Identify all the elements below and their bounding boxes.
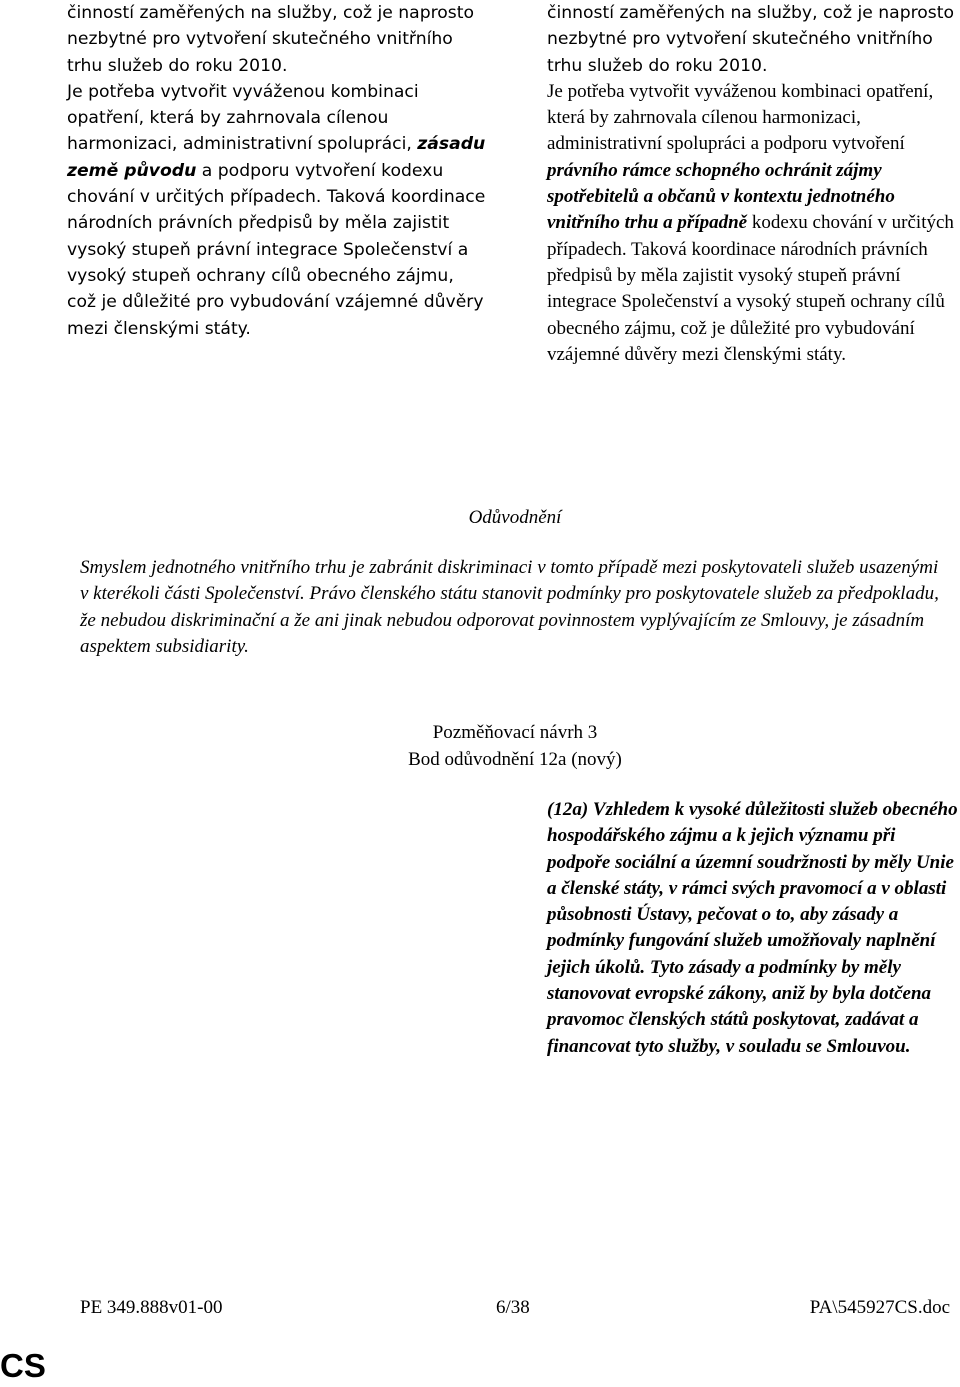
right-text-part-2: kodexu chování v určitých případech. Taková koordinace národních právních předpisů by měla zajistit vysoký stupeň právní integrace Společenství a vysoký stupeň ochrany cílů obecného zájmu, což je důležité pro vybudování vzájemné důvěry mezi členskými státy.	[547, 212, 954, 365]
footer-doc-ref: PE 349.888v01-00	[80, 1297, 223, 1318]
right-column-text	[547, 0, 960, 368]
right-text-part-1: Je potřeba vytvořit vyváženou kombinaci opatření, která by zahrnovala cílenou harmonizaci, administrativní spolupráci a podporu vytvoření	[547, 80, 934, 155]
footer-page-number: 6/38	[496, 1297, 530, 1318]
right-paragraph-main	[547, 79, 960, 368]
language-code: CS	[0, 1347, 46, 1384]
right-paragraph-continuation: činností zaměřených na služby, což je naprosto nezbytné pro vytvoření skutečného vnitřního trhu služeb do roku 2010.	[547, 3, 955, 76]
left-text-part-1: Je potřeba vytvořit vyváženou kombinaci opatření, která by zahrnovala cílenou harmonizaci, administrativní spolupráci,	[67, 81, 419, 155]
footer-file-name: PA\545927CS.doc	[809, 1297, 950, 1318]
amendment-number: Pozměňovací návrh 3	[432, 722, 598, 743]
left-text-part-2: a podporu vytvoření kodexu chování v určitých případech. Taková koordinace národních právních předpisů by měla zajistit vysoký stupeň právní integrace Společenství a vysoký stupeň ochrany cílů obecného zájmu, což je důležité pro vybudování vzájemné důvěry mezi členskými státy.	[67, 160, 486, 339]
left-paragraph-main	[67, 79, 487, 342]
justification-text: Smyslem jednotného vnitřního trhu je zabránit diskriminaci v tomto případě mezi poskytovateli služeb usazenými v kterékoli části Společenství. Právo členského státu stanovit podmínky pro poskytovatele služeb za předpokladu, že nebudou diskriminační a že ani jinak nebudou odporovat povinnostem vyplývajícím ze Smlouvy, je zásadním aspektem subsidiarity.	[80, 557, 939, 657]
justification-title: Odůvodnění	[468, 507, 562, 528]
amendment-text: (12a) Vzhledem k vysoké důležitosti služeb obecného hospodářského zájmu a k jejich významu při podpoře sociální a územní soudržnosti by měly Unie a členské státy, v rámci svých pravomocí a v oblasti působnosti Ústavy, pečovat o to, aby zásady a podmínky fungování služeb umožňovaly naplnění jejich úkolů. Tyto zásady a podmínky by měly stanovovat evropské zákony, aniž by byla dotčena pravomoc členských států poskytovat, zadávat a financovat tyto služby, v souladu se Smlouvou.	[547, 799, 958, 1057]
right-text-emphasis: právního rámce schopného ochránit zájmy spotřebitelů a občanů v kontextu jednotného vnitřního trhu a případně	[547, 159, 895, 234]
left-text-emphasis: zásadu země původu	[67, 134, 486, 181]
amendment-reference: Bod odůvodnění 12a (nový)	[408, 748, 622, 770]
amendment-heading	[0, 720, 960, 773]
page-footer	[80, 1297, 950, 1323]
left-column-text	[67, 0, 487, 342]
left-paragraph-continuation: činností zaměřených na služby, což je naprosto nezbytné pro vytvoření skutečného vnitřního trhu služeb do roku 2010.	[67, 3, 475, 76]
